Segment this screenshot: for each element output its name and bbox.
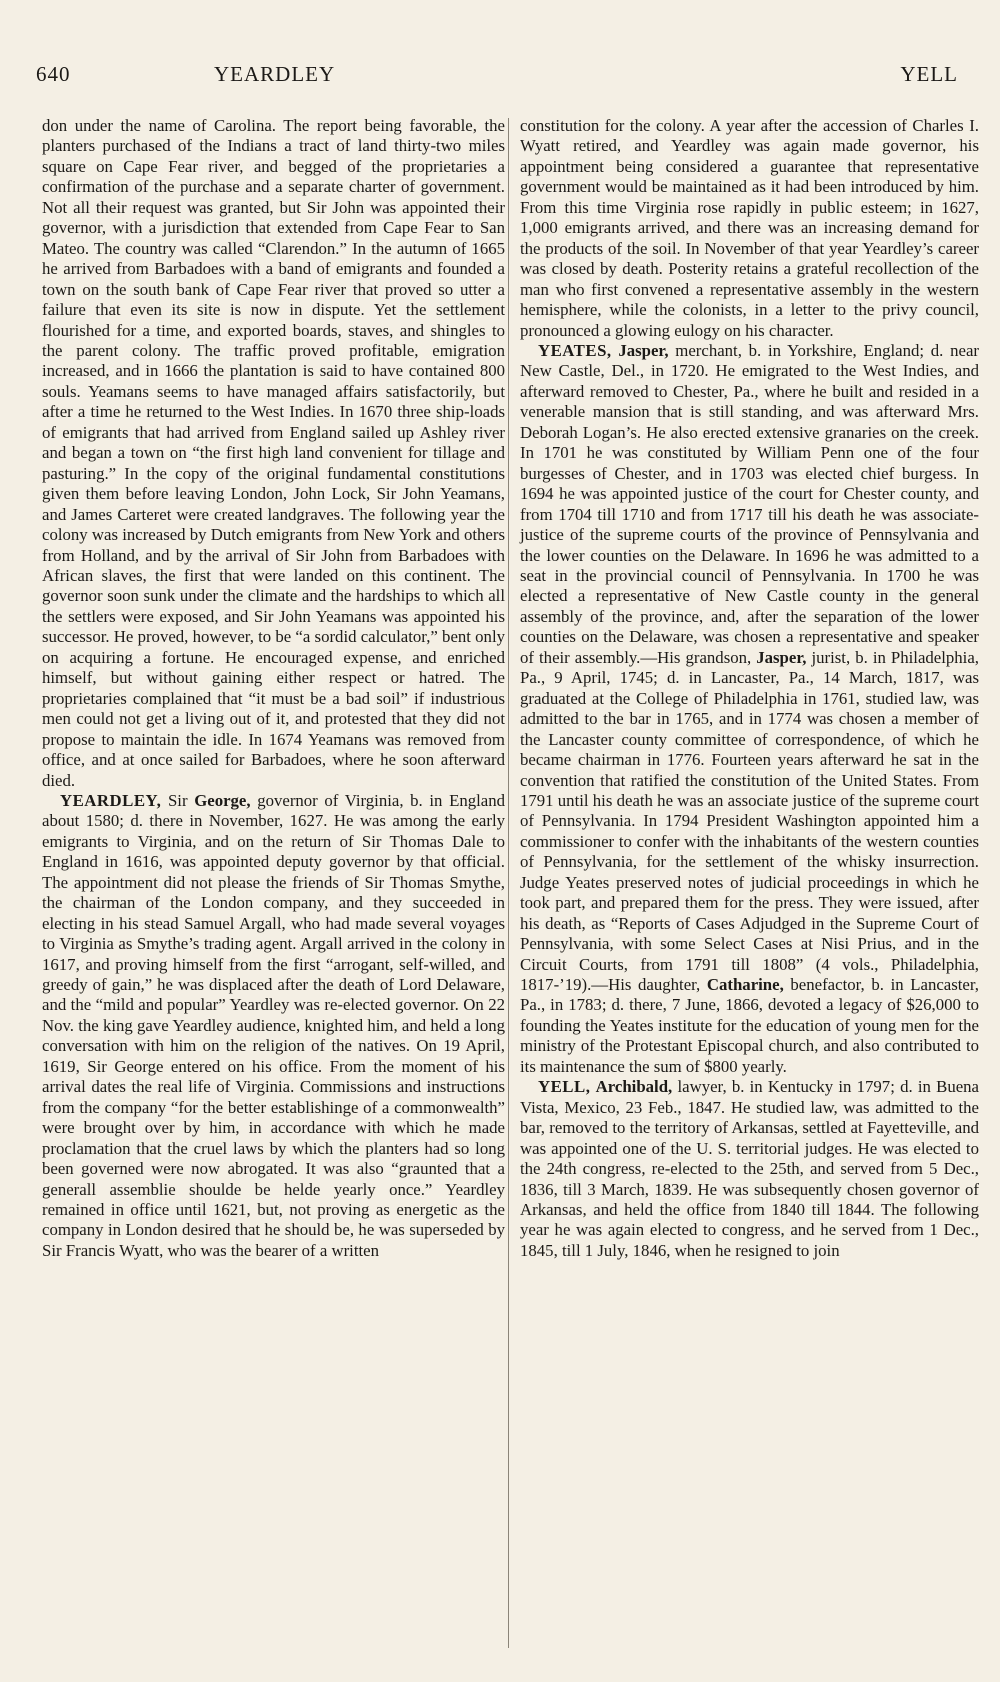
catharine-text: benefactor, b. in Lancaster, Pa., in 1783; d. there, 7 June, 1866, devoted a legacy of $26,000 to founding the Yeates institute for the education of young men for the ministry of the Protestant Episcopal church, and also contributed to its maintenance the sum of $800 yearly. (520, 975, 979, 1076)
jasper-grandson-text: jurist, b. in Philadelphia, Pa., 9 April, 1745; d. in Lancaster, Pa., 14 March, 1817, was graduated at the College of Philadelphia in 1761, studied law, was admitted to the bar in 1765, and in 1774 was chosen a member of the Lancaster county committee of correspondence, of which he became chairman in 1776. Fourteen years afterward he sat in the convention that ratified the constitution of the United States. From 1791 until his death he was an associate justice of the supreme court of Pennsylvania. In 1794 President Washington appointed him a commissioner to confer with the inhabitants of the western counties of Pennsylvania, for the settlement of the whisky insurrection. Judge Yeates preserved notes of judicial proceedings in which he took part, and prepared them for the press. They were issued, after his death, as “Reports of Cases Adjudged in the Supreme Court of Pennsylvania, with some Select Cases at Nisi Prius, and in the Circuit Courts, from 1791 till 1808” (4 vols., Philadelphia, 1817-’19).—His daughter, (520, 647, 979, 995)
entry-heading-yeardley: YEARDLEY, (60, 790, 162, 810)
right-column (520, 116, 979, 1261)
jasper-grandson-name: Jasper, (756, 647, 807, 667)
left-running-head: YEARDLEY (214, 62, 336, 86)
yeardley-title: Sir (161, 790, 195, 810)
yeates-text: merchant, b. in Yorkshire, England; d. near New Castle, Del., in 1720. He emigrated to the West Indies, and afterward removed to Chester, Pa., where he built and resided in a venerable mansion that is still standing, and was afterward Mrs. Deborah Logan’s. He also erected extensive granaries on the creek. In 1701 he was constituted by William Penn one of the four burgesses of Chester, and in 1703 was elected chief burgess. In 1694 he was appointed justice of the court for Chester county, and from 1704 till 1710 and from 1717 till his death he was associate-justice of the supreme courts of the province of Pennsylvania and the lower counties on the Delaware. In 1696 he was admitted to a seat in the provincial council of Pennsylvania. In 1700 he was elected a representative of New Castle county in the general assembly of the province, and, after the separation of the lower counties on the Delaware, was chosen a representative and speaker of their assembly.—His grandson, (520, 340, 979, 667)
entry-heading-yeates: YEATES, (538, 340, 612, 360)
yeates-entry (520, 341, 979, 1077)
entry-heading-yell: YELL, (538, 1077, 591, 1097)
yell-text: lawyer, b. in Kentucky in 1797; d. in Buena Vista, Mexico, 23 Feb., 1847. He studied law, was admitted to the bar, removed to the territory of Arkansas, settled at Fayetteville, and was appointed one of the U. S. territorial judges. He was elected to the 24th congress, re-elected to the 25th, and served from 5 Dec., 1836, till 3 March, 1839. He was subsequently chosen governor of Arkansas, and held the office from 1840 till 1844. The following year he was again elected to congress, and he served from 1 Dec., 1845, till 1 July, 1846, when he resigned to join (520, 1077, 979, 1260)
column-divider (508, 118, 509, 1648)
yeamans-continuation: don under the name of Carolina. The report being favorable, the planters purchased of the Indians a tract of land thirty-two miles square on Cape Fear river, and begged of the proprietaries a confirmation of the purchase and a separate charter of government. Not all their request was granted, but Sir John was appointed their governor, with a jurisdiction that extended from Cape Fear to San Mateo. The country was called “Clarendon.” In the autumn of 1665 he arrived from Barbadoes with a band of emigrants and founded a town on the south bank of Cape Fear river that proved so utter a failure that even its site is now in dispute. Yet the settlement flourished for a time, and exported boards, staves, and shingles to the parent colony. The traffic proved profitable, emigration increased, and in 1666 the plantation is said to have contained 800 souls. Yeamans seems to have managed affairs satisfactorily, but after a time he returned to the West Indies. In 1670 three ship-loads of emigrants that had arrived from England sailed up Ashley river and began a town on “the first high land convenient for tillage and pasturing.” In the copy of the original fundamental constitutions given them before leaving London, John Lock, Sir John Yeamans, and James Carteret were created landgraves. The following year the colony was increased by Dutch emigrants from New York and others from Holland, and by the arrival of Sir John from Barbadoes with African slaves, the first that were landed on this continent. The governor soon sunk under the climate and the hardships to which all the settlers were exposed, and Sir John Yeamans was appointed his successor. He proved, however, to be “a sordid calculator,” bent only on acquiring a fortune. He encouraged expense, and enriched himself, but without gaining either respect or hatred. The proprietaries complained that “it must be a bad soil” if industrious men could not get a living out of it, and protested that they did not propose to maintain the idle. In 1674 Yeamans was removed from office, and at once sailed for Barbadoes, where he soon afterward died. (42, 116, 505, 790)
right-running-head: YELL (900, 62, 958, 86)
page-number: 640 (36, 62, 71, 86)
yeardley-entry (42, 791, 505, 1261)
yell-entry (520, 1077, 979, 1261)
left-column (42, 116, 505, 1261)
yeates-given-name: Jasper, (618, 340, 669, 360)
yeardley-given-name: George, (194, 790, 251, 810)
catharine-name: Catharine, (706, 975, 784, 995)
running-head (36, 62, 964, 92)
yeardley-continuation: constitution for the colony. A year after the accession of Charles I. Wyatt retired, and Yeardley was again made governor, his appointment being considered a guarantee that representative government would be maintained as it had been introduced by him. From this time Virginia rose rapidly in public esteem; in 1627, 1,000 emigrants arrived, and there was an increasing demand for the products of the soil. In November of that year Yeardley’s career was closed by death. Posterity retains a grateful recollection of the man who first convened a representative assembly in the western hemisphere, while the colonists, in a letter to the privy council, pronounced a glowing eulogy on his character. (520, 116, 979, 340)
yell-given-name: Archibald, (595, 1077, 673, 1097)
yeardley-text: governor of Virginia, b. in England about 1580; d. there in November, 1627. He was among the early emigrants to Virginia, and on the return of Sir Thomas Dale to England in 1616, was appointed deputy governor by that official. The appointment did not please the friends of Sir Thomas Smythe, the chairman of the London company, and they succeeded in electing in his stead Samuel Argall, who had made several voyages to Virginia as Smythe’s trading agent. Argall arrived in the colony in 1617, and proving himself from the first “arrogant, self-willed, and greedy of gain,” he was displaced after the death of Lord Delaware, and the “mild and popular” Yeardley was re-elected governor. On 22 Nov. the king gave Yeardley audience, knighted him, and held a long conversation with him on the religion of the natives. On 19 April, 1619, Sir George entered on his office. From the moment of his arrival dates the real life of Virginia. Commissions and instructions from the company “for the better establishinge of a commonwealth” were brought over by him, in accordance with which he made proclamation that the cruel laws by which the planters had so long been governed were now abrogated. It was also “graunted that a generall assemblie shoulde be helde yearly once.” Yeardley remained in office until 1621, but, not proving as energetic as the company in London desired that he should be, he was superseded by Sir Francis Wyatt, who was the bearer of a written (42, 790, 505, 1260)
